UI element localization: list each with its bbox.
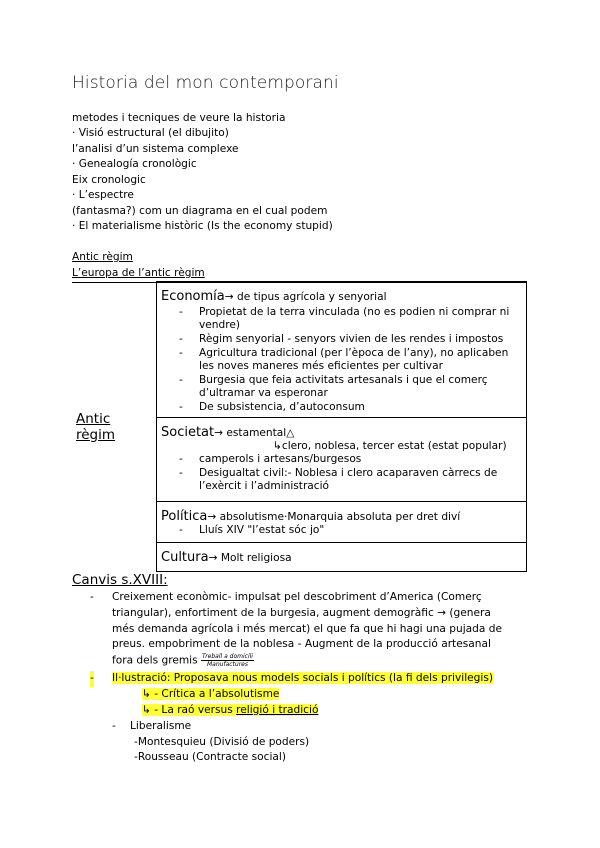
intro-line: l’analisi d’un sistema complexe <box>72 143 239 155</box>
fraction <box>201 653 254 668</box>
list-item: - Burgesia que feia activitats artesanals i que el comerç d’ultramar va esperonar <box>179 374 522 400</box>
societat-list <box>157 453 526 496</box>
sub-item: -Rousseau (Contracte social) <box>134 751 286 764</box>
arrow-icon: → <box>208 552 218 564</box>
dash-marker: - <box>90 591 94 603</box>
text-line: Creixement econòmic- impulsat pel descobriment d’America (Comerç <box>112 591 482 603</box>
page-title: Historia del mon contemporani <box>72 73 339 93</box>
list-item: - Règim senyorial - senyors vivien de les rendes i impostos <box>179 333 522 346</box>
arrow-icon: → <box>214 427 224 439</box>
economia-title: Economía <box>161 289 225 304</box>
intro-line: · Genealogía cronològic <box>72 158 197 170</box>
liberalisme-text: Liberalisme <box>130 719 192 732</box>
text-line: més demanda agrícola i més mercat) el que fa que hi hagi una pujada de <box>112 622 502 635</box>
arrow-icon: → <box>224 291 234 303</box>
antic-label: Antic <box>76 410 111 427</box>
societat-title: Societat <box>161 425 215 440</box>
sub-item <box>90 687 530 703</box>
economia-list <box>157 306 526 417</box>
list-item <box>90 590 530 669</box>
fraction-numerator: Treball a domicili <box>202 653 253 661</box>
politica-title: Política <box>161 509 208 524</box>
sub-item <box>90 703 530 719</box>
cultura-cell <box>157 543 527 572</box>
economia-cell <box>157 282 527 418</box>
text-line: triangular), enfortiment de la burgesia, augment demogràfic → (genera <box>112 606 491 619</box>
list-item <box>90 671 530 687</box>
list-item: - Agricultura tradicional (per l’època de l’any), no aplicaben les noves maneres més eficientes per cultivar <box>179 347 522 373</box>
societat-heading <box>157 418 526 440</box>
politica-desc: absolutisme·Monarquia absoluta per dret diví <box>216 511 461 523</box>
economia-heading <box>157 282 526 304</box>
intro-line: · Visió estructural (el dibujito) <box>72 127 229 139</box>
societat-cell <box>157 418 527 502</box>
triangle-icon: △ <box>286 427 295 439</box>
sub-item: -Montesquieu (Divisió de poders) <box>134 735 310 748</box>
religio-text: religió i tradició <box>236 704 319 717</box>
cultura-heading <box>157 543 526 565</box>
intro-line: · L’espectre <box>72 189 134 201</box>
table-left-cell <box>72 282 157 572</box>
list-item: - Propietat de la terra vinculada (no es podien ni comprar ni vendre) <box>179 306 522 332</box>
text-line <box>112 653 530 669</box>
intro-line: metodes i tecniques de veure la historia <box>72 112 286 124</box>
politica-cell <box>157 502 527 543</box>
economia-desc: de tipus agrícola y senyorial <box>233 291 387 303</box>
list-item: - De subsistencia, d’autoconsum <box>179 401 522 414</box>
regim-label: règim <box>76 426 116 443</box>
antic-regim-heading: Antic règim <box>72 251 133 263</box>
gremis-text: fora dels gremis <box>112 654 202 667</box>
critica-text: ↳ - Crítica a l’absolutisme <box>142 688 280 701</box>
list-item: - Lluís XIV "l’estat sóc jo" <box>179 524 522 537</box>
dash-marker: - <box>90 671 94 687</box>
societat-sub: ↳clero, noblesa, tercer estat (estat popular) <box>273 440 507 452</box>
politica-heading <box>157 502 526 524</box>
societat-desc: estamental <box>223 427 287 439</box>
fraction-denominator: Manufactures <box>207 661 248 669</box>
arrow-icon: → <box>207 511 217 523</box>
cultura-desc: Molt religiosa <box>217 552 292 564</box>
politica-list <box>157 524 526 540</box>
list-item: - camperols i artesans/burgesos <box>179 453 522 466</box>
antic-regim-label <box>72 411 156 443</box>
europa-heading-text: L’europa de l’antic règim <box>72 267 205 279</box>
intro-line: (fantasma?) com un diagrama en el cual podem <box>72 205 328 217</box>
canvis-list <box>90 590 530 766</box>
list-item: - Desigualtat civil:- Noblesa i clero acaparaven càrrecs de l’exèrcit i l’administració <box>179 467 522 493</box>
rao-text: ↳ - La raó versus <box>142 704 237 717</box>
antic-regim-table <box>72 281 527 572</box>
list-item <box>90 719 530 735</box>
text-line: preus. empobriment de la noblesa - Augment de la producció artesanal <box>112 638 491 651</box>
canvis-heading: Canvis s.XVIII: <box>72 572 168 588</box>
illustracio-text: Il·lustració: Proposava nous models socials i polítics (la fi dels privilegis) <box>112 672 493 685</box>
intro-line: · El materialisme històric (Is the economy stupid) <box>72 220 333 232</box>
intro-line: Eix cronologic <box>72 174 146 186</box>
dash-marker: - <box>112 719 116 732</box>
cultura-title: Cultura <box>161 550 209 565</box>
